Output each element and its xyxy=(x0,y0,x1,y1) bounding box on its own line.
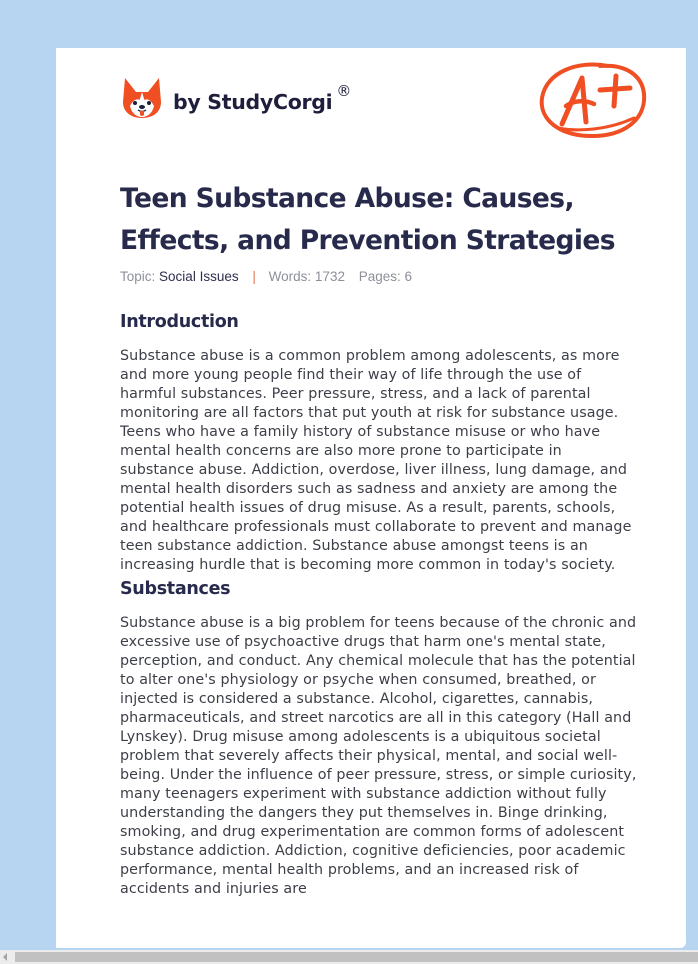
section-substances xyxy=(120,577,640,899)
section-introduction xyxy=(120,310,640,575)
words-count: 1732 xyxy=(314,269,345,284)
corgi-icon xyxy=(122,76,162,120)
section-paragraph: Substance abuse is a big problem for teens because of the chronic and excessive use of psychoactive drugs that harm one's mental state, perception, and conduct. Any chemical molecule that has the potential to alter one's physiology or psyche when consumed, breathed, or injected is considered a substance. Alcohol, cigarettes, cannabis, pharmaceuticals, and street narcotics are all in this category (Hall and Lynskey). Drug misuse among adolescents is a ubiquitous societal problem that severely affects their physical, mental, and social well-being. Under the influence of peer pressure, stress, or simple curiosity, many teenagers experiment with substance addiction without fully understanding the dangers they put themselves in. Binge drinking, smoking, and drug experimentation are common forms of adolescent substance addiction. Addiction, cognitive deficiencies, poor academic performance, mental health problems, and an increased risk of accidents and injuries are xyxy=(120,615,637,897)
document-title: Teen Substance Abuse: Causes, Effects, and Prevention Strategies xyxy=(120,183,615,256)
meta-separator: | xyxy=(252,269,256,284)
section-heading: Substances xyxy=(120,579,231,599)
registered-mark: ® xyxy=(336,82,352,100)
studycorgi-logo[interactable] xyxy=(122,76,351,120)
logo-text: by StudyCorgi xyxy=(173,90,333,114)
a-plus-grade-icon xyxy=(538,58,650,142)
section-paragraph: Substance abuse is a common problem among adolescents, as more and more young people find their way of life through the use of harmful substances. Peer pressure, stress, and a lack of parental monitoring are all factors that put youth at risk for substance usage. Teens who have a family history of substance misuse or who have mental health concerns are also more prone to participate in substance abuse. Addiction, overdose, liver illness, lung damage, and mental health disorders such as sadness and anxiety are among the potential health issues of drug misuse. As a result, parents, schools, and healthcare professionals must collaborate to prevent and manage teen substance addiction. Substance abuse amongst teens is an increasing hurdle that is becoming more common in today's society. xyxy=(120,348,632,573)
document-body xyxy=(120,310,640,899)
chevron-left-icon[interactable] xyxy=(3,953,7,961)
horizontal-scrollbar[interactable] xyxy=(0,950,698,964)
pages-label: Pages: xyxy=(358,269,401,284)
topic-label: Topic: xyxy=(120,269,156,284)
words-label: Words: xyxy=(268,269,312,284)
document-page xyxy=(56,48,686,948)
pages-count: 6 xyxy=(404,269,413,284)
document-meta xyxy=(120,269,412,284)
section-heading: Introduction xyxy=(120,312,239,332)
topic-link[interactable]: Social Issues xyxy=(159,269,239,284)
scrollbar-thumb[interactable] xyxy=(15,952,698,962)
